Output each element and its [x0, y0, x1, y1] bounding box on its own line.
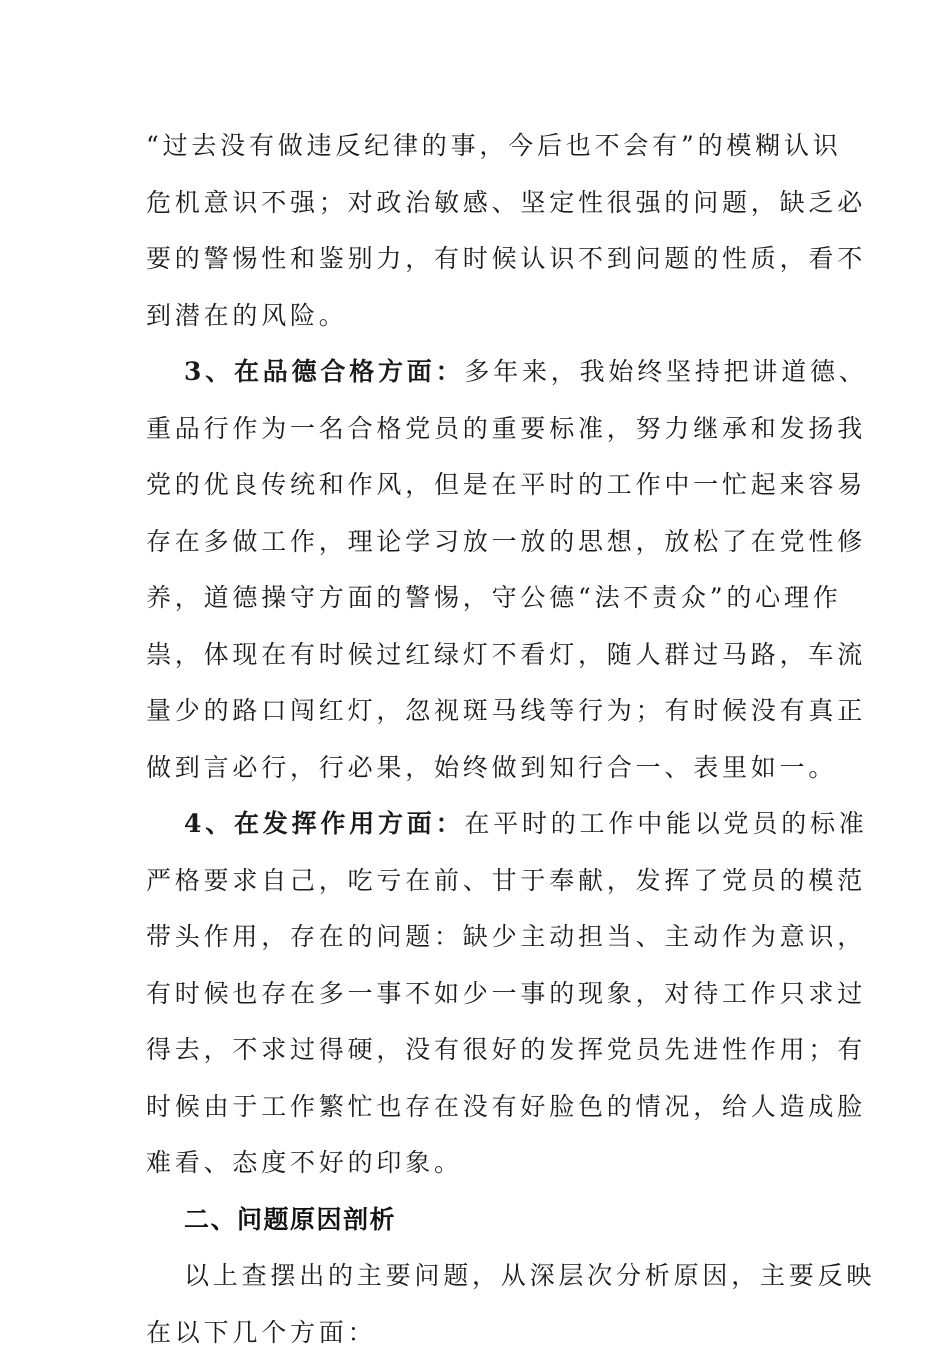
paragraph-first-line [146, 344, 806, 401]
paragraph-first-rest: 在平时的工作中能以党员的标准 [464, 809, 867, 838]
text-line: 养，道德操守方面的警惕，守公德“法不责众”的心理作 [146, 570, 806, 627]
paragraph-first-line: 以上查摆出的主要问题，从深层次分析原因，主要反映 [146, 1248, 806, 1305]
text-line: 有时候也存在多一事不如少一事的现象，对待工作只求过 [146, 966, 806, 1023]
text-line: 到潜在的风险。 [146, 288, 806, 345]
section-heading: 二、问题原因剖析 [146, 1192, 806, 1249]
text-line: 得去，不求过得硬，没有很好的发挥党员先进性作用；有 [146, 1022, 806, 1079]
paragraph-first-line [146, 796, 806, 853]
paragraph-lead-bold: 3、在品德合格方面： [184, 357, 464, 386]
text-line: 党的优良传统和作风，但是在平时的工作中一忙起来容易 [146, 457, 806, 514]
text-line: 危机意识不强；对政治敏感、坚定性很强的问题，缺乏必 [146, 175, 806, 232]
text-line: 要的警惕性和鉴别力，有时候认识不到问题的性质，看不 [146, 231, 806, 288]
paragraph-first-rest: 多年来，我始终坚持把讲道德、 [464, 357, 867, 386]
text-line: 做到言必行，行必果，始终做到知行合一、表里如一。 [146, 740, 806, 797]
paragraph-lead-bold: 4、在发挥作用方面： [184, 809, 464, 838]
text-line: 祟，体现在有时候过红绿灯不看灯，随人群过马路，车流 [146, 627, 806, 684]
text-line: 难看、态度不好的印象。 [146, 1135, 806, 1192]
text-line: 严格要求自己，吃亏在前、甘于奉献，发挥了党员的模范 [146, 853, 806, 910]
text-line: 存在多做工作，理论学习放一放的思想，放松了在党性修 [146, 514, 806, 571]
text-line: 带头作用，存在的问题：缺少主动担当、主动作为意识， [146, 909, 806, 966]
text-line: 重品行作为一名合格党员的重要标准，努力继承和发扬我 [146, 401, 806, 458]
document-body [146, 118, 806, 1361]
text-line: 在以下几个方面： [146, 1305, 806, 1361]
text-line: “过去没有做违反纪律的事，今后也不会有”的模糊认识 [146, 118, 806, 175]
text-line: 时候由于工作繁忙也存在没有好脸色的情况，给人造成脸 [146, 1079, 806, 1136]
text-line: 量少的路口闯红灯，忽视斑马线等行为；有时候没有真正 [146, 683, 806, 740]
